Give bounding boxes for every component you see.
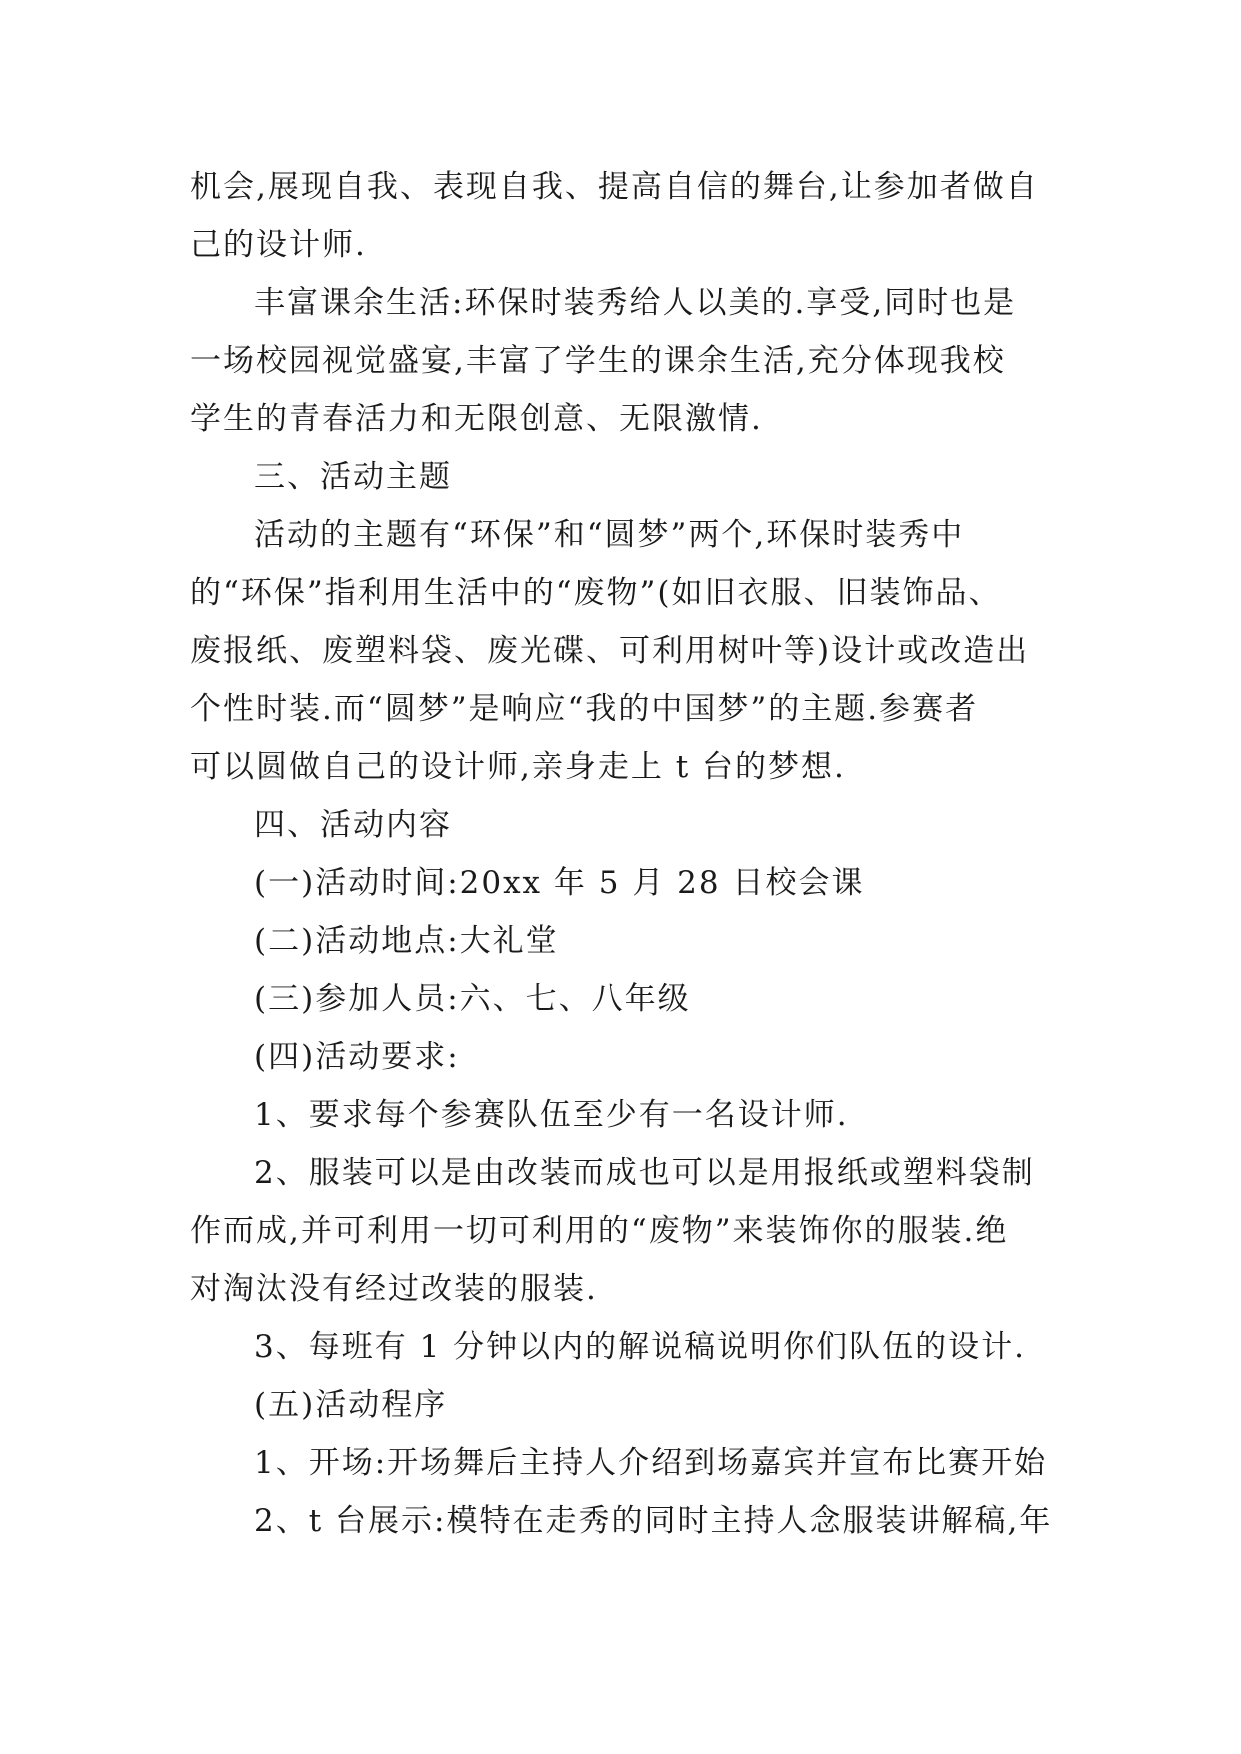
text-line: 己的设计师. — [190, 227, 367, 263]
text-line: 个性时装.而“圆梦”是响应“我的中国梦”的主题.参赛者 — [190, 691, 979, 727]
text-line: 三、活动主题 — [254, 459, 452, 495]
text-line: 丰富课余生活:环保时装秀给人以美的.享受,同时也是 — [254, 285, 1017, 321]
text-line: 3、每班有 1 分钟以内的解说稿说明你们队伍的设计. — [254, 1329, 1027, 1365]
text-line: 一场校园视觉盛宴,丰富了学生的课余生活,充分体现我校 — [190, 343, 1006, 379]
text-line: (一)活动时间:20xx 年 5 月 28 日校会课 — [254, 865, 865, 901]
text-line: 作而成,并可利用一切可利用的“废物”来装饰你的服装.绝 — [190, 1213, 1009, 1249]
text-line: 1、要求每个参赛队伍至少有一名设计师. — [254, 1097, 849, 1133]
text-line: (二)活动地点:大礼堂 — [254, 923, 559, 959]
text-line: (五)活动程序 — [254, 1387, 448, 1423]
text-line: 的“环保”指利用生活中的“废物”(如旧衣服、旧装饰品、 — [190, 575, 1002, 611]
text-line: 学生的青春活力和无限创意、无限激情. — [190, 401, 763, 437]
text-line: 可以圆做自己的设计师,亲身走上 t 台的梦想. — [190, 749, 846, 785]
text-line: 2、服装可以是由改装而成也可以是用报纸或塑料袋制 — [254, 1155, 1035, 1191]
text-line: 活动的主题有“环保”和“圆梦”两个,环保时装秀中 — [254, 517, 965, 553]
text-line: 废报纸、废塑料袋、废光碟、可利用树叶等)设计或改造出 — [190, 633, 1030, 669]
document-body — [190, 158, 1070, 1550]
text-line: 四、活动内容 — [254, 807, 452, 843]
text-line: 1、开场:开场舞后主持人介绍到场嘉宾并宣布比赛开始 — [254, 1445, 1048, 1481]
text-line: 机会,展现自我、表现自我、提高自信的舞台,让参加者做自 — [190, 169, 1039, 205]
text-line: (四)活动要求: — [254, 1039, 460, 1075]
text-line: (三)参加人员:六、七、八年级 — [254, 981, 691, 1017]
text-line: 2、t 台展示:模特在走秀的同时主持人念服装讲解稿,年 — [254, 1503, 1053, 1539]
text-line: 对淘汰没有经过改装的服装. — [190, 1271, 598, 1307]
